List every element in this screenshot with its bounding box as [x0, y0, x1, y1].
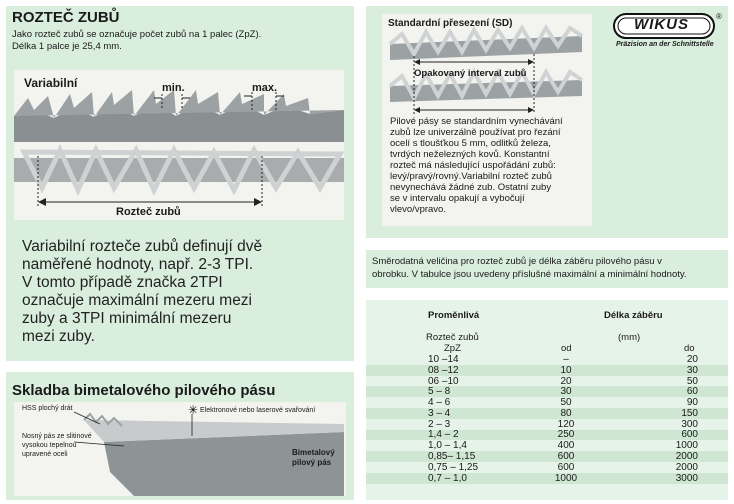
carrier-label	[22, 432, 92, 459]
table-cell-od: 600	[557, 461, 575, 473]
table-cell-do: 3000	[675, 472, 698, 484]
hss-label: HSS plochý drát	[22, 405, 73, 412]
weld-icon: ✳	[188, 403, 199, 417]
note-line-1: Směrodatná veličina pro rozteč zubů je délka záběru pilového pásu v	[372, 256, 662, 267]
sub-do: do	[684, 343, 695, 354]
explanation-line: zuby a 3TPI minimální mezeru	[22, 310, 232, 327]
table-cell-do: 300	[681, 418, 698, 430]
wikus-logo	[612, 12, 722, 52]
explanation-line: označuje maximální mezeru mezi	[22, 292, 253, 309]
table-cell-do: 90	[686, 397, 698, 409]
table-cell-do: 60	[686, 386, 698, 398]
min-label: min.	[162, 82, 185, 94]
pitch-table	[366, 354, 728, 484]
col-length: Délka záběru	[604, 310, 663, 321]
table-cell-od: 50	[560, 397, 572, 409]
col-unit: (mm)	[618, 332, 641, 343]
sd-line: se v intervalu opakují a vybočují	[390, 193, 525, 204]
sd-line: nevynechává žádné zub. Ostatní zuby	[390, 182, 552, 193]
standard-set-svg	[382, 14, 592, 114]
col-variable: Proměnlivá	[428, 310, 480, 321]
table-cell-od: 10	[560, 364, 572, 376]
table-cell-od: 600	[557, 451, 575, 463]
table-row	[366, 440, 728, 451]
table-cell-do: 150	[681, 407, 698, 419]
table-cell-pitch: 08 –12	[428, 364, 459, 376]
table-cell-pitch: 2 – 3	[428, 418, 451, 430]
sd-line: vlevo/vpravo.	[390, 204, 446, 215]
logo-tagline: Präzision an der Schnittstelle	[616, 41, 714, 48]
table-cell-pitch: 1,4 – 2	[428, 429, 459, 441]
table-cell-pitch: 0,7 – 1,0	[428, 472, 467, 484]
table-cell-pitch: 0,85– 1,15	[428, 451, 476, 463]
logo-text: WIKUS	[634, 16, 689, 33]
sd-title: Standardní přesezení (SD)	[388, 18, 513, 29]
table-row	[366, 473, 728, 484]
table-cell-od: 250	[557, 429, 575, 441]
table-row	[366, 451, 728, 462]
table-cell-od: 400	[557, 440, 575, 452]
table-cell-pitch: 4 – 6	[428, 397, 451, 409]
interval-label: Opakovaný interval zubů	[414, 68, 527, 79]
table-cell-do: 20	[686, 353, 698, 365]
table-row	[366, 354, 728, 365]
sub-zpz: ZpZ	[444, 343, 461, 354]
sd-line: Pilové pásy se standardním vynechávání	[390, 116, 563, 127]
weld-label: Elektronové nebo laserové svařování	[200, 407, 316, 414]
table-cell-do: 600	[681, 429, 698, 441]
pitch-label: Rozteč zubů	[116, 206, 181, 218]
band-line: pilový pás	[292, 458, 332, 467]
explanation-line: naměřené hodnoty, např. 2-3 TPI.	[22, 256, 254, 273]
carrier-line: vysokou tepelnou	[22, 442, 77, 449]
sd-line: zubů lze univerzálně používat pro řezání	[390, 127, 561, 138]
pitch-intro-1: Jako rozteč zubů se označuje počet zubů na 1 palec (ZpZ).	[12, 29, 262, 40]
table-cell-pitch: 06 –10	[428, 375, 459, 387]
table-cell-od: 120	[557, 418, 575, 430]
table-cell-pitch: 0,75 – 1,25	[428, 461, 479, 473]
table-row	[366, 408, 728, 419]
note-line-2: obrobku. V tabulce jsou uvedeny příslušné maximální a minimální hodnoty.	[372, 269, 687, 280]
table-cell-do: 2000	[675, 461, 698, 473]
variable-pitch-explanation	[22, 238, 262, 346]
explanation-line: Variabilní rozteče zubů definují dvě	[22, 238, 263, 255]
table-cell-pitch: 1,0 – 1,4	[428, 440, 467, 452]
table-row	[366, 376, 728, 387]
sub-od: od	[561, 343, 572, 354]
table-row	[366, 462, 728, 473]
sub-pitch: Rozteč zubů	[426, 332, 479, 343]
table-cell-pitch: 5 – 8	[428, 386, 451, 398]
sd-line: rozteč má následující uspořádání zubů:	[390, 160, 556, 171]
bimetal-title: Skladba bimetalového pilového pásu	[12, 382, 276, 399]
sd-line: levý/pravý/rovný.Variabilní rozteč zubů	[390, 171, 552, 182]
table-cell-do: 50	[686, 375, 698, 387]
pitch-title: ROZTEČ ZUBŮ	[12, 9, 120, 26]
table-cell-do: 30	[686, 364, 698, 376]
sd-line: tvrdých neželezných kovů. Konstantní	[390, 149, 550, 160]
variable-label: Variabilní	[24, 76, 78, 90]
explanation-line: mezi zuby.	[22, 328, 95, 345]
explanation-line: V tomto případě značka 2TPI	[22, 274, 223, 291]
band-line: Bimetalový	[292, 448, 335, 457]
table-cell-pitch: 10 –14	[428, 353, 459, 365]
table-row	[366, 397, 728, 408]
table-row	[366, 430, 728, 441]
table-row	[366, 419, 728, 430]
table-cell-od: 20	[560, 375, 572, 387]
sd-description	[390, 116, 590, 215]
registered-mark: ®	[716, 12, 722, 21]
table-cell-od: –	[563, 353, 569, 365]
table-cell-od: 1000	[554, 472, 578, 484]
max-label: max.	[252, 82, 278, 94]
band-label	[292, 448, 335, 468]
table-row	[366, 386, 728, 397]
sd-line: ocelí s tloušťkou 5 mm, odlitků železa,	[390, 138, 551, 149]
table-cell-od: 80	[560, 407, 572, 419]
table-cell-od: 30	[560, 386, 572, 398]
table-cell-pitch: 3 – 4	[428, 407, 451, 419]
table-cell-do: 2000	[675, 451, 698, 463]
carrier-line: Nosný pás ze slitinové	[22, 433, 92, 440]
carrier-line: upravené oceli	[22, 451, 68, 458]
table-cell-do: 1000	[675, 440, 698, 452]
pitch-intro-2: Délka 1 palce je 25,4 mm.	[12, 41, 122, 52]
table-row	[366, 365, 728, 376]
